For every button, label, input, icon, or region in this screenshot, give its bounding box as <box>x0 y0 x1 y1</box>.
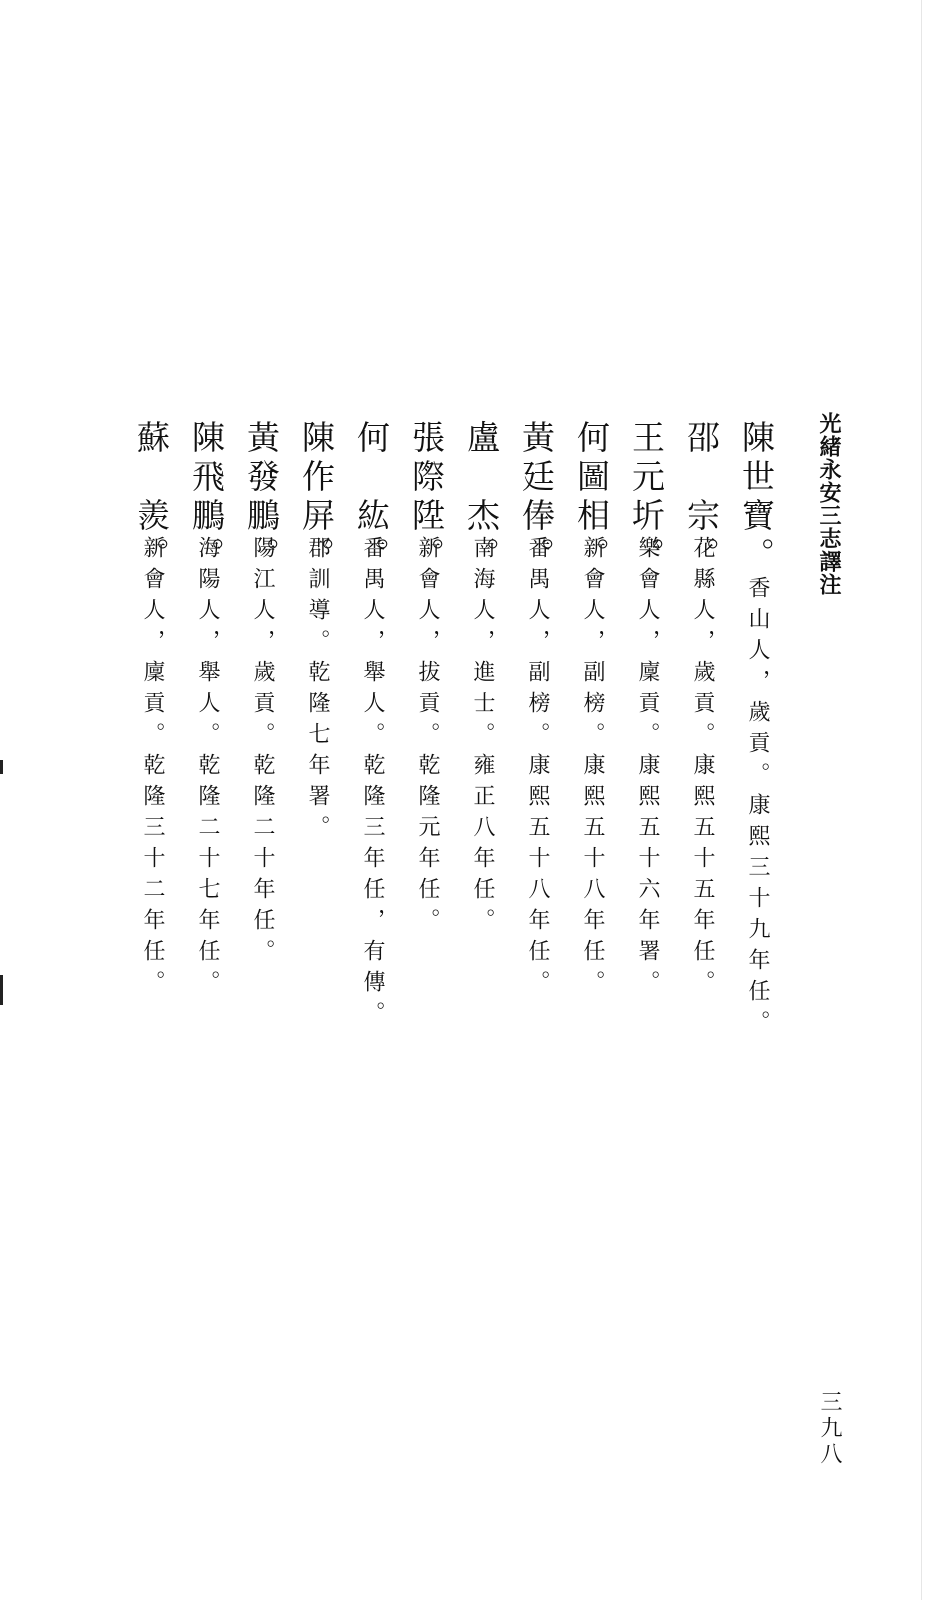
entry-name: 陳世寶。 <box>737 420 776 576</box>
entry-name: 王元圻。 <box>627 420 666 576</box>
scan-edge-mark <box>0 760 3 774</box>
entry-name: 何 紘。 <box>352 420 391 576</box>
entry-note: 樂會人，廩貢。康熙五十六年署。 <box>635 536 660 1001</box>
entry-name: 黃發鵬。 <box>242 420 281 576</box>
entry-note: 新會人，副榜。康熙五十八年任。 <box>580 536 605 1001</box>
official-entry <box>627 420 676 1180</box>
entry-note: 陽江人，歲貢。乾隆二十年任。 <box>250 536 275 970</box>
entry-name: 盧 杰。 <box>462 420 501 576</box>
entry-note: 花縣人，歲貢。康熙五十五年任。 <box>690 536 715 1001</box>
running-head: 光緒永安三志譯注 <box>816 412 842 596</box>
entry-note: 郡訓導。乾隆七年署。 <box>305 536 330 846</box>
entry-note: 番禺人，舉人。乾隆三年任，有傳。 <box>360 536 385 1032</box>
official-entry <box>407 420 456 1180</box>
entry-note: 南海人，進士。雍正八年任。 <box>470 536 495 939</box>
entry-note: 香山人，歲貢。康熙三十九年任。 <box>745 576 770 1041</box>
entry-name: 陳作屏。 <box>297 420 336 576</box>
official-entry <box>517 420 566 1180</box>
entry-note: 新會人，拔貢。乾隆元年任。 <box>415 536 440 939</box>
official-entry <box>132 420 181 1180</box>
entry-name: 邵 宗。 <box>682 420 721 576</box>
page-number: 三九八 <box>817 1390 842 1468</box>
entry-note: 番禺人，副榜。康熙五十八年任。 <box>525 536 550 1001</box>
entry-name: 陳飛鵬。 <box>187 420 226 576</box>
page-edge-line <box>921 0 922 1600</box>
scan-edge-mark <box>0 975 3 1005</box>
official-entry <box>682 420 731 1180</box>
official-entry <box>572 420 621 1180</box>
entry-name: 黃廷俸。 <box>517 420 556 576</box>
official-entry <box>737 420 786 1180</box>
official-entry <box>242 420 291 1180</box>
official-entry <box>297 420 346 1180</box>
entry-note: 新會人，廩貢。乾隆三十二年任。 <box>140 536 165 1001</box>
official-entry <box>352 420 401 1180</box>
entry-note: 海陽人，舉人。乾隆二十七年任。 <box>195 536 220 1001</box>
entry-name: 何圖相。 <box>572 420 611 576</box>
official-entry <box>187 420 236 1180</box>
entry-name: 蘇 羨。 <box>132 420 171 576</box>
official-entry <box>462 420 511 1180</box>
entry-name: 張際陞。 <box>407 420 446 576</box>
